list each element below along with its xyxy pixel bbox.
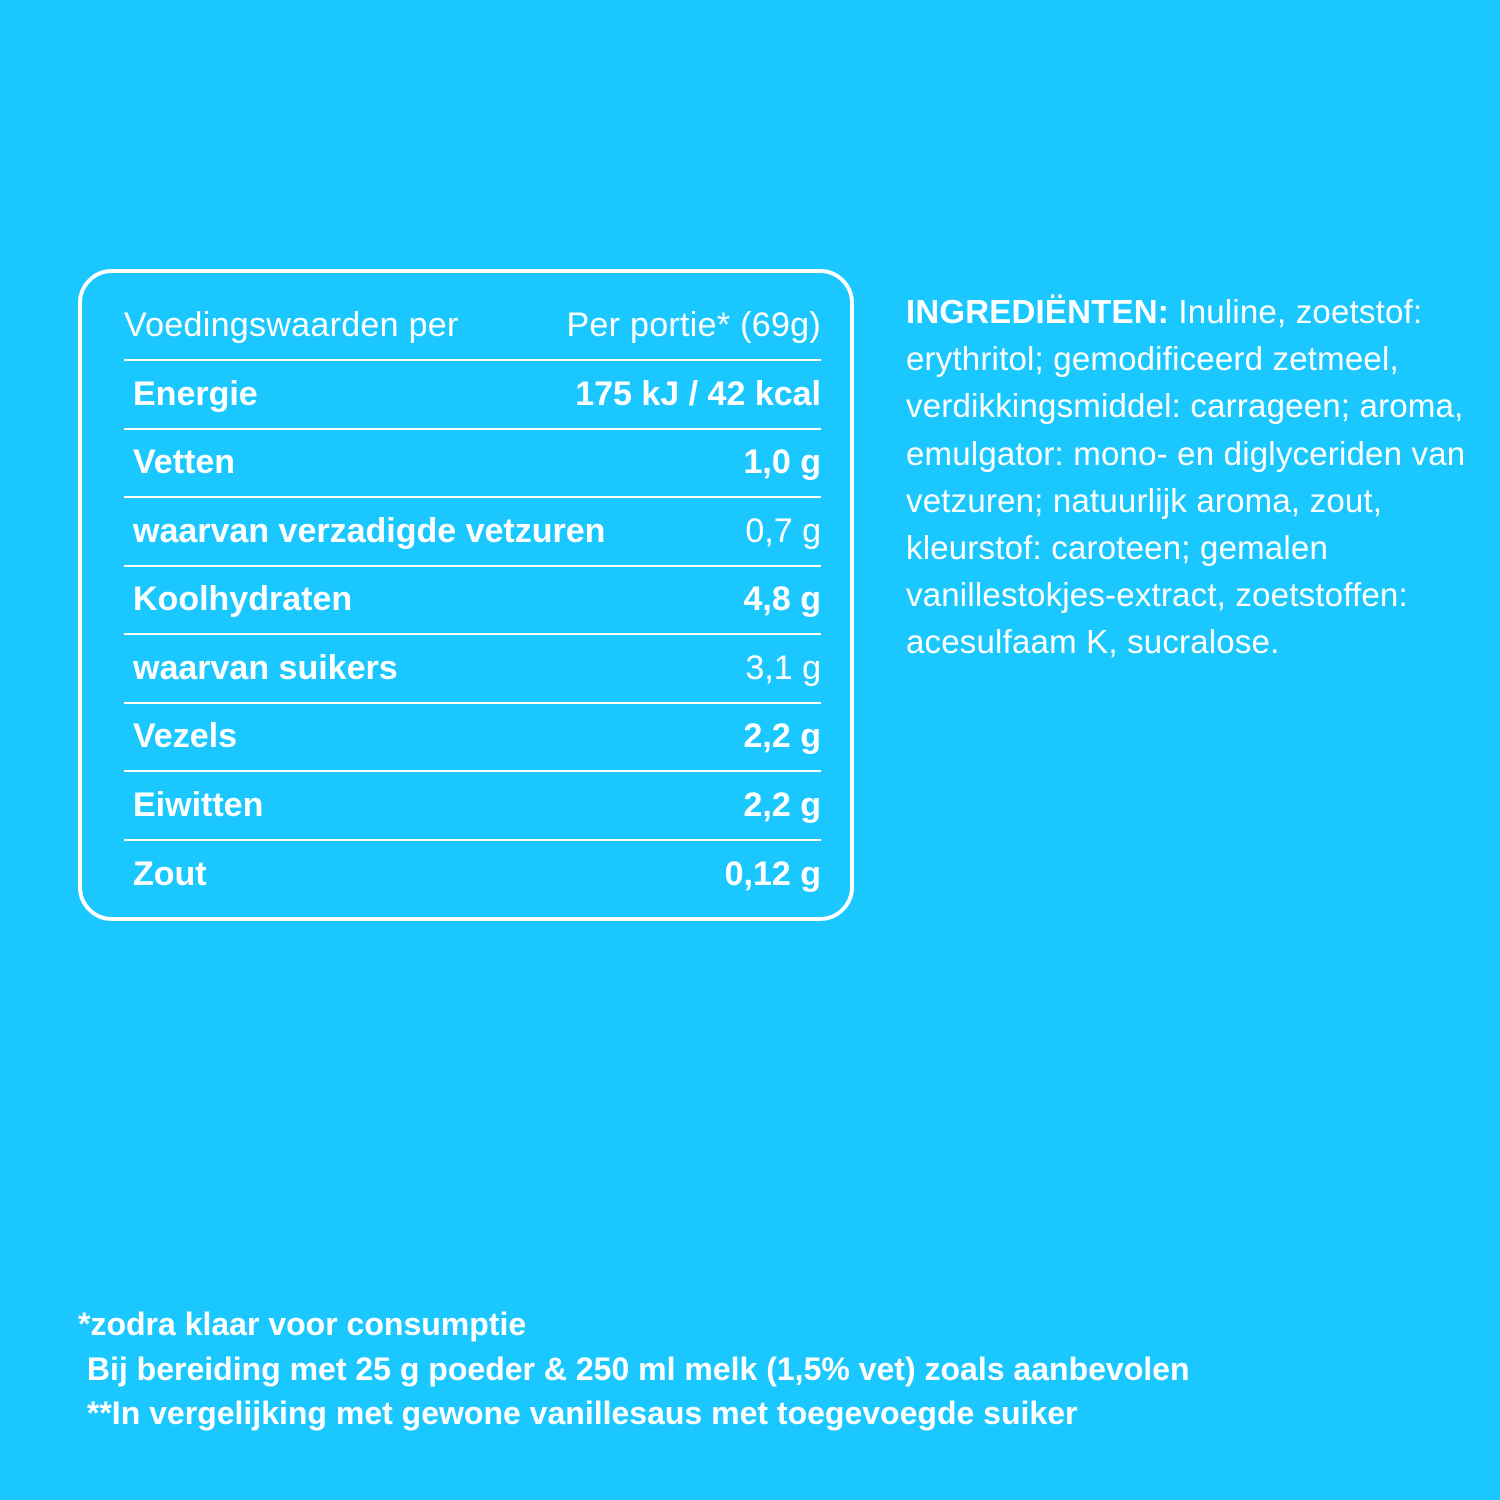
nutrient-value: 1,0 g — [743, 443, 821, 482]
nutrient-value: 2,2 g — [743, 785, 821, 824]
nutrient-name: Vetten — [133, 443, 236, 482]
nutrition-header-portion: Per portie* (69g) — [566, 305, 821, 344]
nutrition-header-row — [124, 291, 821, 361]
nutrient-row-verzadigde-vetzuren — [124, 498, 821, 567]
footnote-comparison: **In vergelijking met gewone vanillesaus met toegevoegde suiker — [78, 1395, 1078, 1431]
ingredients-label: INGREDIËNTEN: — [906, 293, 1169, 330]
nutrition-table-box — [78, 269, 854, 921]
nutrient-row-eiwitten — [124, 772, 821, 841]
nutrient-name: Eiwitten — [133, 785, 264, 824]
nutrient-name: Vezels — [133, 717, 237, 756]
nutrient-value: 3,1 g — [745, 648, 821, 687]
nutrient-value: 175 kJ / 42 kcal — [575, 374, 821, 413]
nutrient-name: Koolhydraten — [133, 580, 353, 619]
nutrient-value: 0,7 g — [745, 511, 821, 550]
nutrient-value: 4,8 g — [743, 580, 821, 619]
footnote-serving: *zodra klaar voor consumptie — [78, 1306, 527, 1342]
nutrition-table — [124, 291, 821, 909]
nutrient-row-energie — [124, 361, 821, 430]
nutrient-name: Zout — [133, 855, 207, 894]
nutrient-name: Energie — [133, 374, 258, 413]
nutrient-row-vezels — [124, 704, 821, 773]
nutrient-name: waarvan verzadigde vetzuren — [133, 511, 606, 550]
ingredients-text: Inuline, zoetstof: erythritol; gemodificeerd zetmeel, verdikkingsmiddel: carrageen; aroma, emulgator: mono- en diglyceriden van vetzuren; natuurlijk aroma, zout, kleurstof: caroteen; gemalen vanillestokjes-extract, zoetstoffen: acesulfaam K, sucralose. — [906, 293, 1466, 661]
ingredients-block — [906, 288, 1466, 666]
footnotes — [78, 1302, 1478, 1436]
nutrient-row-zout — [124, 841, 821, 910]
nutrient-value: 2,2 g — [743, 717, 821, 756]
footnote-preparation: Bij bereiding met 25 g poeder & 250 ml melk (1,5% vet) zoals aanbevolen — [78, 1350, 1190, 1387]
nutrition-header-label: Voedingswaarden per — [124, 305, 459, 344]
nutrient-row-suikers — [124, 635, 821, 704]
nutrient-row-koolhydraten — [124, 567, 821, 636]
nutrient-name: waarvan suikers — [133, 648, 398, 687]
nutrient-value: 0,12 g — [724, 855, 821, 894]
nutrient-row-vetten — [124, 430, 821, 499]
